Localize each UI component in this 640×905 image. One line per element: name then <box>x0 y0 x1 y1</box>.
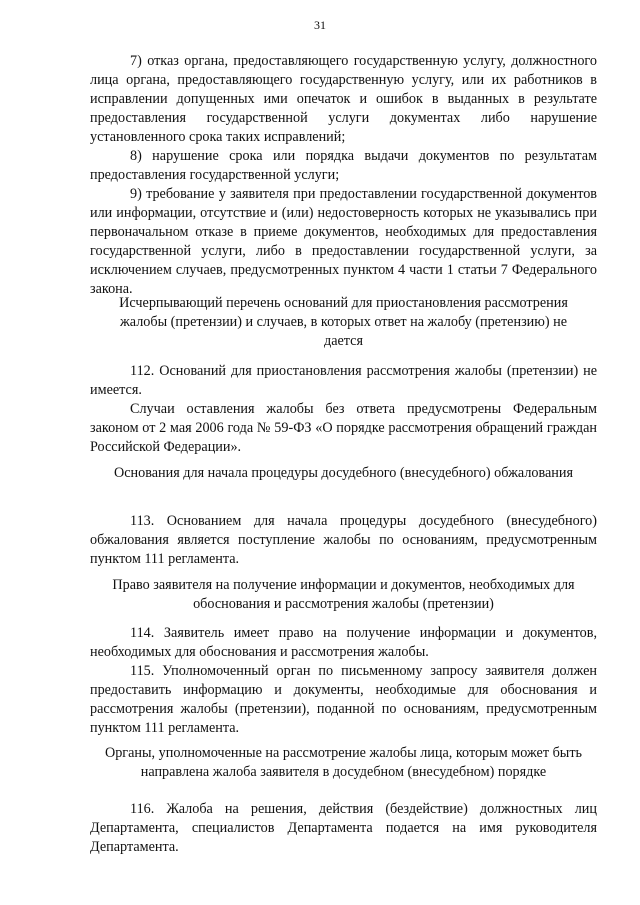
section-114-115 <box>90 624 597 738</box>
list-item-7: 7) отказ органа, предоставляющего государственную услугу, должностного лица органа, предоставляющего государственную услугу, или их работников в исправлении допущенных ими опечаток и ошибок в выданных в результате предоставления государственной услуги документах либо нарушение установленного срока таких исправлений; <box>90 53 597 145</box>
paragraph-112: 112. Оснований для приостановления рассмотрения жалобы (претензии) не имеется. <box>90 363 597 398</box>
section-heading-rights <box>90 576 597 614</box>
page-number: 31 <box>314 18 326 32</box>
paragraph-114: 114. Заявитель имеет право на получение информации и документов, необходимых для обоснования и рассмотрения жалобы. <box>90 625 597 660</box>
section-heading-bodies <box>90 744 597 782</box>
section-113 <box>90 512 597 569</box>
section-heading-grounds <box>90 464 597 483</box>
paragraph-116: 116. Жалоба на решения, действия (бездействие) должностных лиц Департамента, специалистов Департамента подается на имя руководителя Департамента. <box>90 801 597 855</box>
heading-text: Исчерпывающий перечень оснований для приостановления рассмотрения жалобы (претензии) и случаев, в которых ответ на жалобу (претензию) не дается <box>119 295 568 349</box>
heading-text: Право заявителя на получение информации и документов, необходимых для обоснования и рассмотрения жалобы (претензии) <box>112 577 575 612</box>
paragraph-113: 113. Основанием для начала процедуры досудебного (внесудебного) обжалования является поступление жалобы по основаниям, предусмотренным пунктом 111 регламента. <box>90 513 597 567</box>
section-112 <box>90 362 597 457</box>
paragraph-115: 115. Уполномоченный орган по письменному запросу заявителя должен предоставить информацию и документы, необходимые для обоснования и рассмотрения жалобы (претензии), поданной по основаниям, предусмотренным пунктом 111 регламента. <box>90 663 597 736</box>
paragraph-112-cases: Случаи оставления жалобы без ответа предусмотрены Федеральным законом от 2 мая 2006 года № 59-ФЗ «О порядке рассмотрения обращений граждан Российской Федерации». <box>90 401 597 455</box>
list-item-8: 8) нарушение срока или порядка выдачи документов по результатам предоставления государственной услуги; <box>90 148 597 183</box>
section-116 <box>90 800 597 857</box>
heading-text: Органы, уполномоченные на рассмотрение жалобы лица, которым может быть направлена жалоба заявителя в досудебном (внесудебном) порядке <box>104 745 583 780</box>
items-list <box>90 52 597 299</box>
list-item-9: 9) требование у заявителя при предоставлении государственной документов или информации, отсутствие и (или) недостоверность которых не указывались при первоначальном отказе в приеме документов, необходимых для предоставления государственной услуги, либо в предоставлении государственной услуги, за исключением случаев, предусмотренных пунктом 4 части 1 статьи 7 Федерального закона. <box>90 186 597 297</box>
heading-text: Основания для начала процедуры досудебного (внесудебного) обжалования <box>113 465 574 481</box>
section-heading-suspension <box>90 294 597 351</box>
